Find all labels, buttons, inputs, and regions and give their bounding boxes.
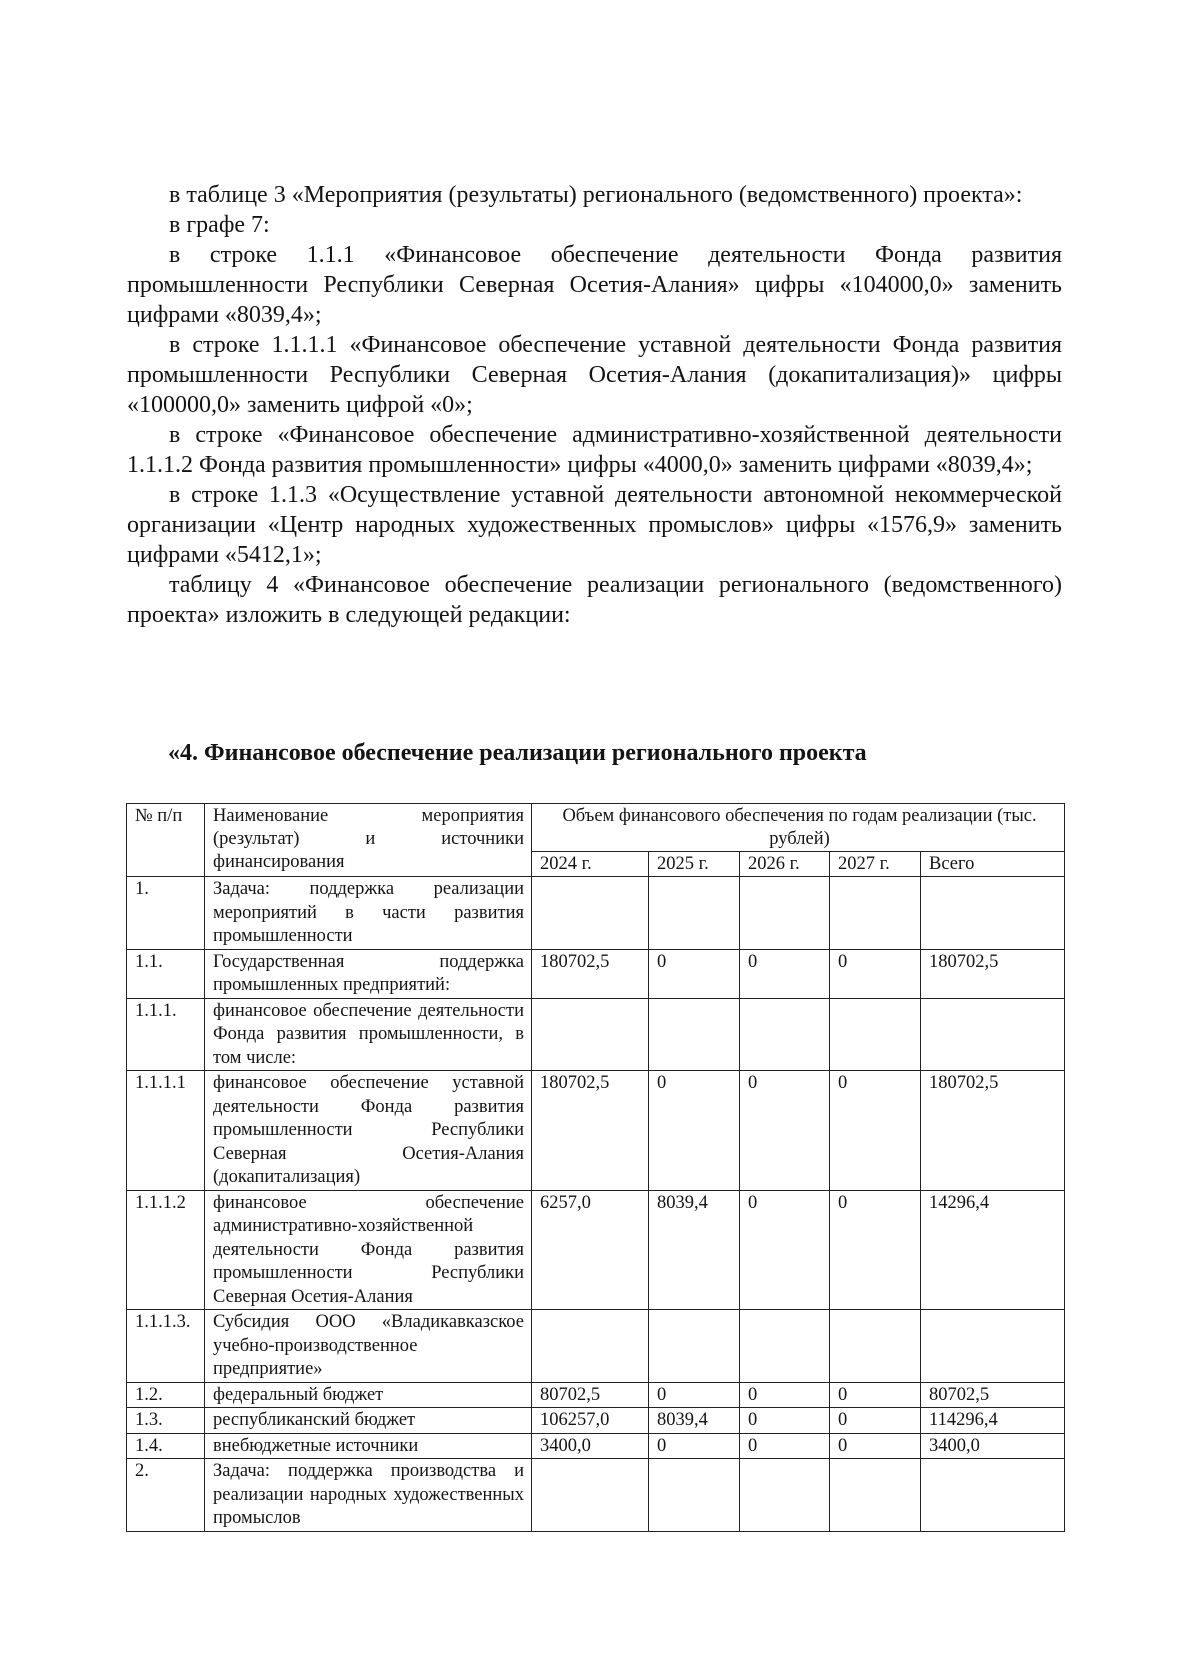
value-2026	[740, 877, 830, 950]
row-name: финансовое обеспечение уставной деятельности Фонда развития промышленности Республики Северная Осетия-Алания (докапитализация)	[205, 1071, 532, 1191]
row-name: республиканский бюджет	[205, 1408, 532, 1434]
row-num: 1.4.	[127, 1433, 205, 1459]
value-total: 114296,4	[921, 1408, 1065, 1434]
table-row	[127, 1071, 1065, 1191]
value-2027	[830, 1310, 921, 1383]
value-2025	[649, 877, 740, 950]
value-2027	[830, 998, 921, 1071]
value-2027: 0	[830, 949, 921, 998]
value-2026	[740, 998, 830, 1071]
row-name: Субсидия ООО «Владикавказское учебно-производственное предприятие»	[205, 1310, 532, 1383]
paragraph: таблицу 4 «Финансовое обеспечение реализации регионального (ведомственного) проекта» изложить в следующей редакции:	[127, 572, 1062, 628]
value-2026: 0	[740, 1382, 830, 1408]
value-2025	[649, 998, 740, 1071]
value-2027	[830, 877, 921, 950]
table-row	[127, 1190, 1065, 1310]
row-num: 1.1.1.	[127, 998, 205, 1071]
table-row	[127, 1408, 1065, 1434]
value-2024: 80702,5	[532, 1382, 649, 1408]
table-row	[127, 1433, 1065, 1459]
table-header-row	[127, 804, 1065, 852]
header-total: Всего	[921, 852, 1065, 877]
row-num: 1.	[127, 877, 205, 950]
header-year-2027: 2027 г.	[830, 852, 921, 877]
value-2024	[532, 877, 649, 950]
row-name: Государственная поддержка промышленных предприятий:	[205, 949, 532, 998]
value-2025: 0	[649, 949, 740, 998]
row-name: Задача: поддержка производства и реализации народных художественных промыслов	[205, 1459, 532, 1532]
table-row	[127, 998, 1065, 1071]
value-2026	[740, 1310, 830, 1383]
value-2025: 8039,4	[649, 1190, 740, 1310]
value-2024: 6257,0	[532, 1190, 649, 1310]
value-2024	[532, 1310, 649, 1383]
value-2025	[649, 1310, 740, 1383]
header-name: Наименование мероприятия (результат) и источники финансирования	[205, 804, 532, 877]
paragraph: в строке 1.1.1 «Финансовое обеспечение деятельности Фонда развития промышленности Республики Северная Осетия-Алания» цифры «104000,0» заменить цифрами «8039,4»;	[127, 242, 1062, 328]
value-2026	[740, 1459, 830, 1532]
value-2027: 0	[830, 1190, 921, 1310]
row-num: 1.1.	[127, 949, 205, 998]
value-2025: 0	[649, 1433, 740, 1459]
value-2025: 0	[649, 1071, 740, 1191]
value-2026: 0	[740, 1433, 830, 1459]
value-total	[921, 998, 1065, 1071]
header-year-2024: 2024 г.	[532, 852, 649, 877]
row-num: 2.	[127, 1459, 205, 1532]
paragraph: в строке «Финансовое обеспечение административно-хозяйственной деятельности 1.1.1.2 Фонда развития промышленности» цифры «4000,0» заменить цифрами «8039,4»;	[127, 422, 1062, 478]
value-total: 80702,5	[921, 1382, 1065, 1408]
table-body	[127, 877, 1065, 1532]
row-num: 1.3.	[127, 1408, 205, 1434]
value-total: 180702,5	[921, 949, 1065, 998]
value-total: 14296,4	[921, 1190, 1065, 1310]
value-2027	[830, 1459, 921, 1532]
table-row	[127, 1459, 1065, 1532]
paragraph: в графе 7:	[169, 212, 270, 238]
table-row	[127, 1310, 1065, 1383]
header-num: № п/п	[127, 804, 205, 877]
value-total: 3400,0	[921, 1433, 1065, 1459]
value-total	[921, 877, 1065, 950]
row-num: 1.1.1.2	[127, 1190, 205, 1310]
row-name: внебюджетные источники	[205, 1433, 532, 1459]
value-total	[921, 1310, 1065, 1383]
row-name: федеральный бюджет	[205, 1382, 532, 1408]
value-2024: 106257,0	[532, 1408, 649, 1434]
value-2025: 0	[649, 1382, 740, 1408]
financing-table	[126, 803, 1065, 1532]
value-2027: 0	[830, 1071, 921, 1191]
row-num: 1.2.	[127, 1382, 205, 1408]
value-2026: 0	[740, 1190, 830, 1310]
table-row	[127, 1382, 1065, 1408]
value-2025: 8039,4	[649, 1408, 740, 1434]
value-total: 180702,5	[921, 1071, 1065, 1191]
paragraph: в строке 1.1.3 «Осуществление уставной деятельности автономной некоммерческой организации «Центр народных художественных промыслов» цифры «1576,9» заменить цифрами «5412,1»;	[127, 482, 1062, 568]
value-2025	[649, 1459, 740, 1532]
value-total	[921, 1459, 1065, 1532]
value-2024: 180702,5	[532, 1071, 649, 1191]
value-2027: 0	[830, 1433, 921, 1459]
section-heading: «4. Финансовое обеспечение реализации регионального проекта	[168, 740, 867, 766]
header-group: Объем финансового обеспечения по годам реализации (тыс. рублей)	[532, 804, 1065, 852]
table-row	[127, 877, 1065, 950]
row-name: финансовое обеспечение административно-хозяйственной деятельности Фонда развития промышленности Республики Северная Осетия-Алания	[205, 1190, 532, 1310]
row-num: 1.1.1.1	[127, 1071, 205, 1191]
value-2024	[532, 998, 649, 1071]
value-2024: 3400,0	[532, 1433, 649, 1459]
value-2026: 0	[740, 949, 830, 998]
value-2027: 0	[830, 1382, 921, 1408]
header-year-2026: 2026 г.	[740, 852, 830, 877]
value-2024	[532, 1459, 649, 1532]
paragraph: в строке 1.1.1.1 «Финансовое обеспечение уставной деятельности Фонда развития промышленности Республики Северная Осетия-Алания (докапитализация)» цифры «100000,0» заменить цифрой «0»;	[127, 332, 1062, 418]
row-name: Задача: поддержка реализации мероприятий в части развития промышленности	[205, 877, 532, 950]
row-name: финансовое обеспечение деятельности Фонда развития промышленности, в том числе:	[205, 998, 532, 1071]
row-num: 1.1.1.3.	[127, 1310, 205, 1383]
value-2027: 0	[830, 1408, 921, 1434]
amendment-text	[127, 180, 1062, 630]
table-row	[127, 949, 1065, 998]
paragraph: в таблице 3 «Мероприятия (результаты) регионального (ведомственного) проекта»:	[169, 182, 1023, 208]
value-2026: 0	[740, 1408, 830, 1434]
value-2024: 180702,5	[532, 949, 649, 998]
value-2026: 0	[740, 1071, 830, 1191]
header-year-2025: 2025 г.	[649, 852, 740, 877]
